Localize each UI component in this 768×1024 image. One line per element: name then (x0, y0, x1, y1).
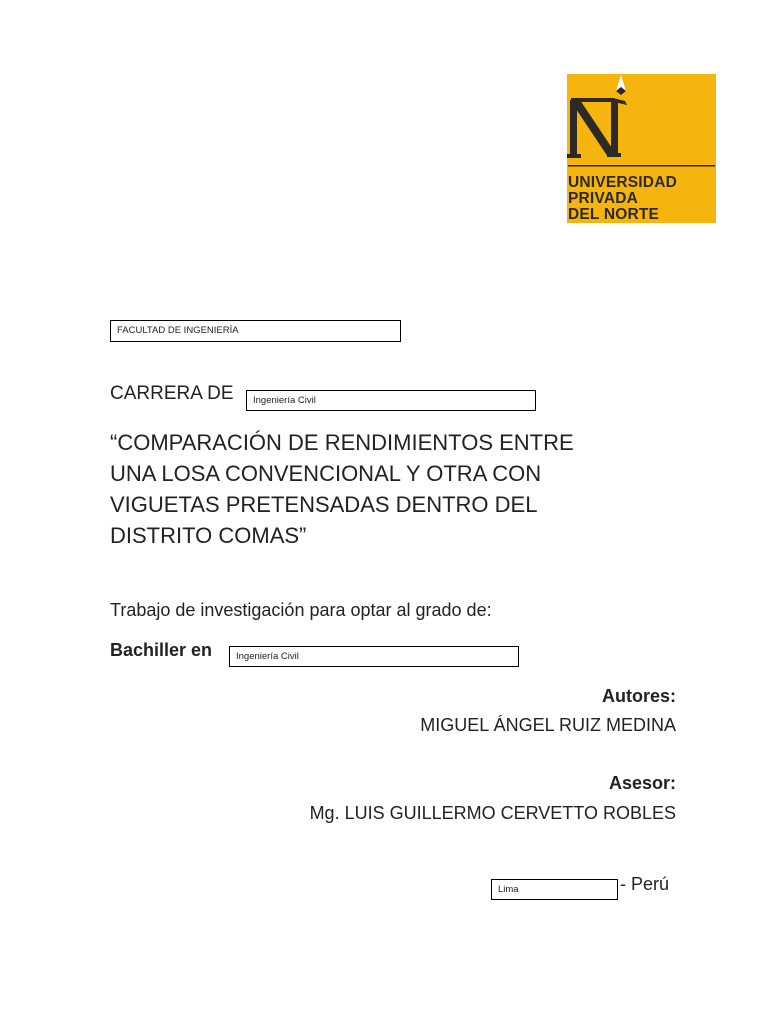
author-name: MIGUEL ÁNGEL RUIZ MEDINA (420, 715, 676, 735)
advisor-name: Mg. LUIS GUILLERMO CERVETTO ROBLES (309, 803, 676, 823)
degree-field[interactable]: Ingeniería Civil (229, 646, 519, 667)
university-logo (567, 74, 716, 223)
logo-text-line3: DEL NORTE (568, 206, 660, 223)
thesis-title-line4: DISTRITO COMAS” (110, 523, 307, 548)
thesis-title-line3: VIGUETAS PRETENSADAS DENTRO DEL (110, 492, 538, 517)
degree-intro-text: Trabajo de investigación para optar al grado de: (110, 600, 492, 620)
degree-label: Bachiller en (110, 640, 213, 660)
thesis-title-line2: UNA LOSA CONVENCIONAL Y OTRA CON (110, 461, 542, 486)
thesis-title-line1: “COMPARACIÓN DE RENDIMIENTOS ENTRE (110, 430, 574, 455)
authors-label: Autores: (601, 686, 676, 706)
advisor-label: Asesor: (608, 773, 676, 793)
thesis-title (110, 427, 670, 551)
career-label: CARRERA DE (110, 383, 234, 404)
country-text: - Perú (620, 874, 670, 894)
career-field[interactable]: Ingeniería Civil (246, 390, 536, 411)
logo-text-line2: PRIVADA (568, 190, 639, 207)
logo-text-line1: UNIVERSIDAD (568, 174, 677, 191)
faculty-field[interactable]: FACULTAD DE INGENIERÍA (110, 320, 401, 342)
city-field[interactable]: Lima (491, 879, 618, 900)
